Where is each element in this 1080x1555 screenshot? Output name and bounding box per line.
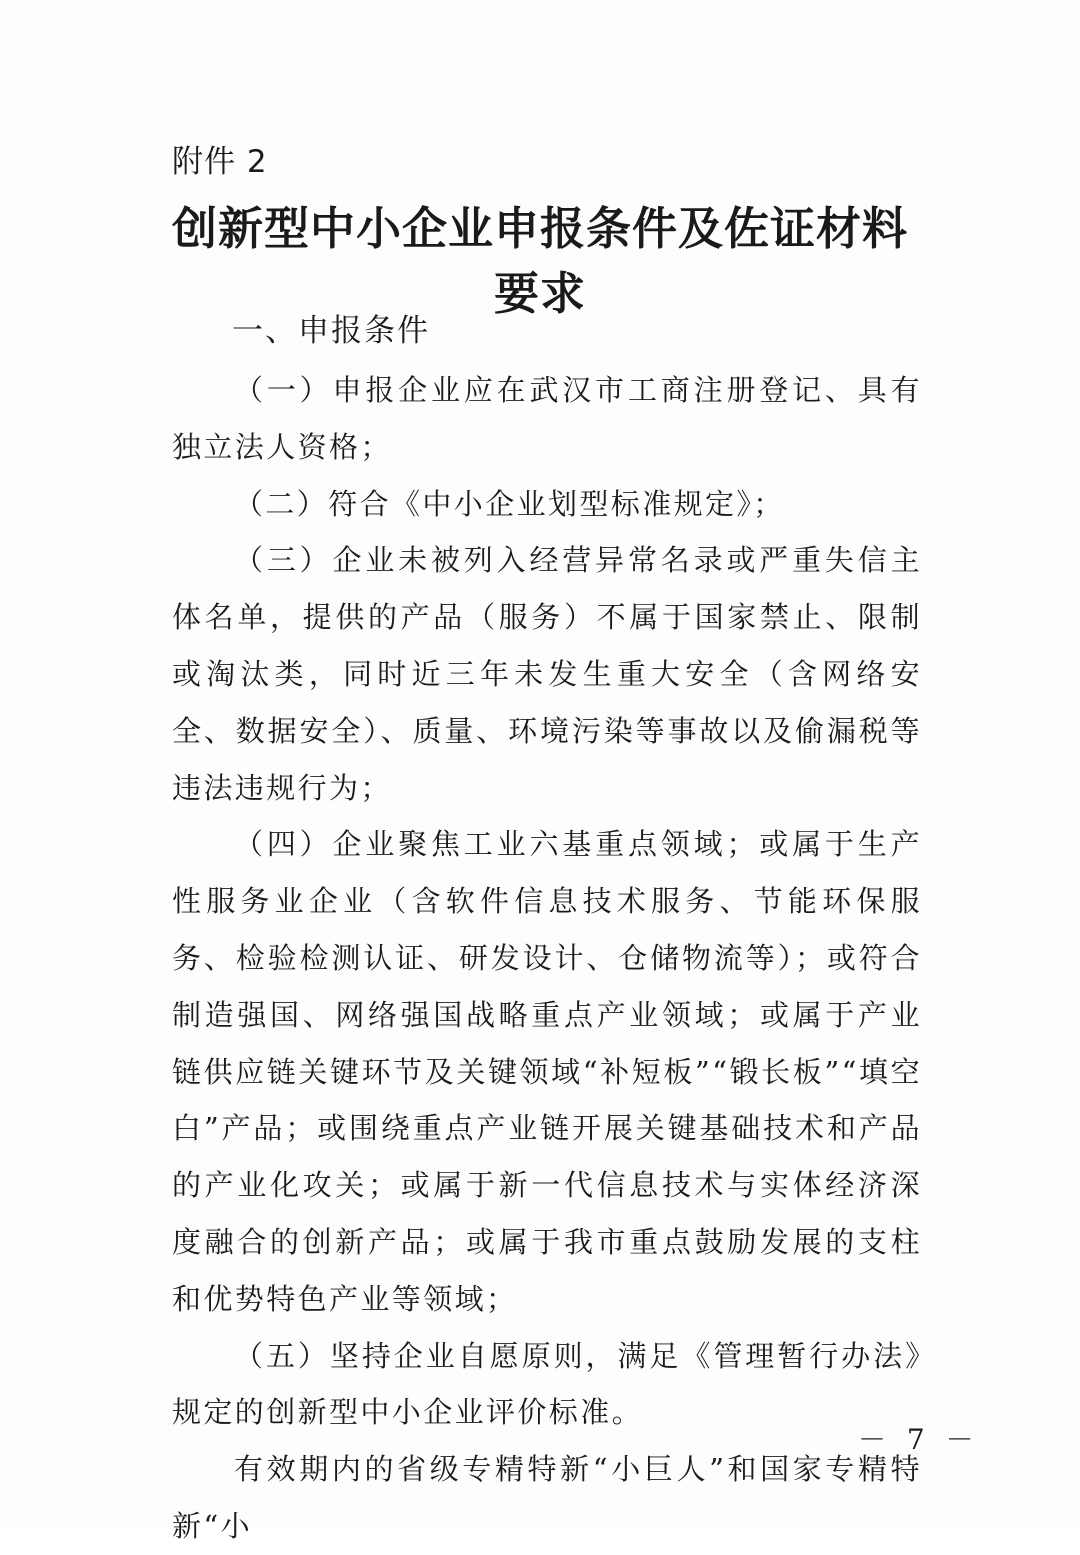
page-number: － 7 － — [858, 1423, 980, 1456]
paragraph-condition-5: （五）坚持企业自愿原则，满足《管理暂行办法》规定的创新型中小企业评价标准。 — [172, 1338, 922, 1430]
document-title: 创新型中小企业申报条件及佐证材料要求 — [171, 202, 908, 320]
attachment-label: 附件 2 — [172, 144, 268, 180]
body-text — [172, 362, 922, 1555]
section-heading: 一、申报条件 — [232, 313, 430, 349]
paragraph-condition-2: （二）符合《中小企业划型标准规定》； — [234, 486, 785, 521]
paragraph-note: 有效期内的省级专精特新“小巨人”和国家专精特新“小 — [172, 1452, 922, 1543]
paragraph-condition-1: （一）申报企业应在武汉市工商注册登记、具有独立法人资格； — [172, 373, 922, 464]
paragraph-condition-4: （四）企业聚焦工业六基重点领域；或属于生产性服务业企业（含软件信息技术服务、节能环保服务、检验检测认证、研发设计、仓储物流等）；或符合制造强国、网络强国战略重点产业领域；或属于产业链供应链关键环节及关键领域“补短板”“锻长板”“填空白”产品；或围绕重点产业链开展关键基础技术和产品的产业化攻关；或属于新一代信息技术与实体经济深度融合的创新产品；或属于我市重点鼓励发展的支柱和优势特色产业等领域； — [172, 827, 922, 1316]
paragraph-condition-3: （三）企业未被列入经营异常名录或严重失信主体名单，提供的产品（服务）不属于国家禁止、限制或淘汰类，同时近三年未发生重大安全（含网络安全、数据安全）、质量、环境污染等事故以及偷漏税等违法违规行为； — [172, 543, 922, 805]
